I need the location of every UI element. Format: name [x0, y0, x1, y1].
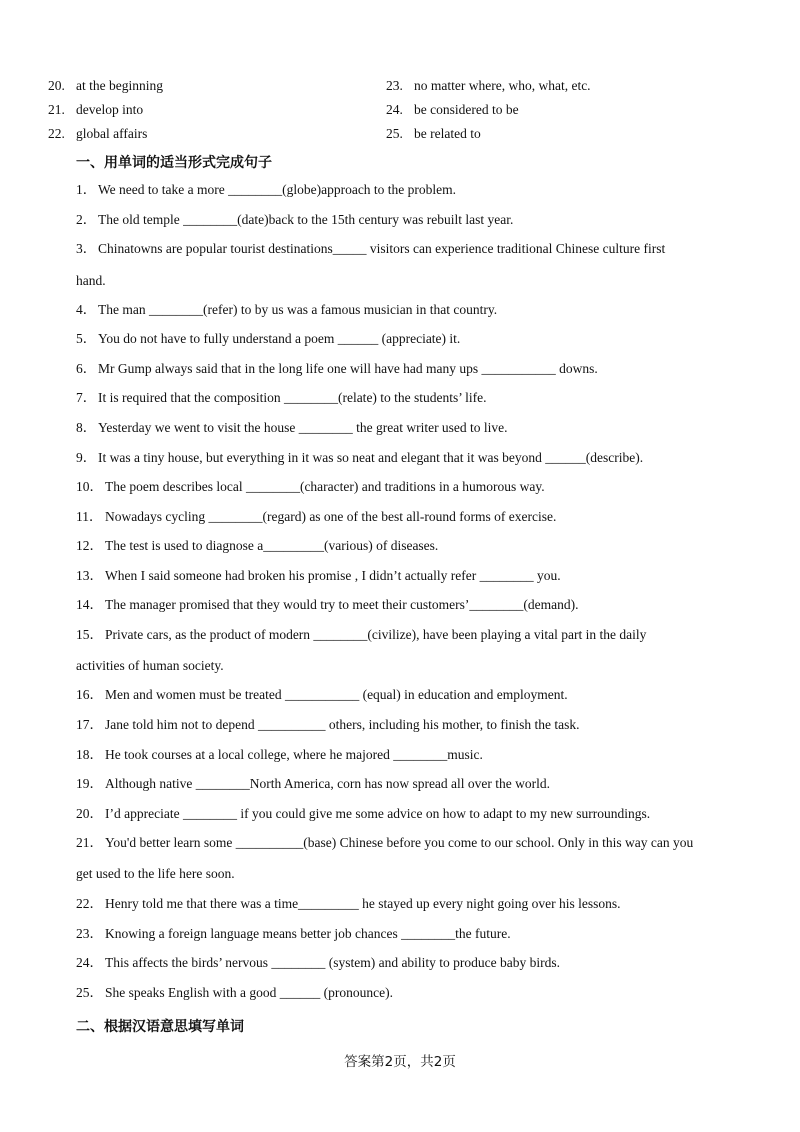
phrase-text: develop into — [76, 102, 144, 117]
question-number: 14． — [76, 597, 103, 612]
question-text: It was a tiny house, but everything in it was so neat and elegant that it was beyond ______(describe). — [98, 450, 644, 465]
question-text: Yesterday we went to visit the house ________ the great writer used to live. — [98, 420, 508, 435]
question-text: Henry told me that there was a time_________ he stayed up every night going over his lessons. — [105, 896, 621, 911]
phrase-item — [48, 78, 163, 94]
question-text: She speaks English with a good ______ (pronounce). — [105, 985, 393, 1000]
question-number: 4． — [76, 302, 97, 317]
question-text: The man ________(refer) to by us was a famous musician in that country. — [98, 302, 498, 317]
section-heading: 二、根据汉语意思填写单词 — [76, 1019, 244, 1035]
question-number: 20． — [76, 806, 103, 821]
question-item — [76, 331, 460, 347]
question-text: It is required that the composition ________(relate) to the students’ life. — [98, 390, 487, 405]
question-text: When I said someone had broken his promise , I didn’t actually refer ________ you. — [105, 568, 561, 583]
question-text: You do not have to fully understand a poem ______ (appreciate) it. — [98, 331, 461, 346]
question-number: 24． — [76, 955, 103, 970]
question-number: 10． — [76, 479, 103, 494]
phrase-text: be related to — [414, 126, 481, 141]
question-number: 1． — [76, 182, 97, 197]
question-text: Private cars, as the product of modern ________(civilize), have been playing a vital part in the daily — [105, 627, 647, 642]
question-number: 18． — [76, 747, 103, 762]
phrase-item — [386, 102, 519, 118]
question-item — [76, 182, 456, 198]
question-text: Men and women must be treated ___________ (equal) in education and employment. — [105, 687, 568, 702]
question-number: 23． — [76, 926, 103, 941]
question-number: 16． — [76, 687, 103, 702]
question-number: 3． — [76, 241, 97, 256]
question-item — [76, 896, 621, 912]
question-item — [76, 509, 556, 525]
question-text: We need to take a more ________(globe)approach to the problem. — [98, 182, 457, 197]
question-number: 8． — [76, 420, 97, 435]
question-item — [76, 420, 508, 436]
question-continuation: activities of human society. — [76, 658, 224, 673]
question-item — [76, 241, 665, 257]
question-item — [76, 747, 483, 763]
question-item — [76, 212, 513, 228]
question-number: 22． — [76, 896, 103, 911]
question-text: The test is used to diagnose a_________(various) of diseases. — [105, 538, 439, 553]
question-text: Nowadays cycling ________(regard) as one of the best all-round forms of exercise. — [105, 509, 557, 524]
question-text: The old temple ________(date)back to the 15th century was rebuilt last year. — [98, 212, 514, 227]
question-item — [76, 717, 580, 733]
page-footer: 答案第2页，共2页 — [344, 1054, 456, 1070]
question-item — [76, 985, 393, 1001]
phrase-text: at the beginning — [76, 78, 163, 93]
question-continuation: hand. — [76, 273, 106, 288]
phrase-item — [386, 126, 481, 142]
question-item — [76, 627, 646, 643]
question-number: 2． — [76, 212, 97, 227]
question-number: 17． — [76, 717, 103, 732]
phrase-number: 22. — [48, 126, 65, 141]
question-item — [76, 361, 598, 377]
phrase-number: 21. — [48, 102, 65, 117]
question-item — [76, 597, 579, 613]
phrase-text: be considered to be — [414, 102, 519, 117]
question-item — [76, 450, 643, 466]
question-text: Jane told him not to depend __________ others, including his mother, to finish the task. — [105, 717, 580, 732]
question-text: The poem describes local ________(character) and traditions in a humorous way. — [105, 479, 545, 494]
question-item — [76, 687, 568, 703]
question-text: You'd better learn some __________(base) Chinese before you come to our school. Only in this way can you — [105, 835, 694, 850]
question-text: The manager promised that they would try to meet their customers’________(demand). — [105, 597, 579, 612]
question-text: Mr Gump always said that in the long life one will have had many ups ___________ downs. — [98, 361, 598, 376]
question-number: 9． — [76, 450, 97, 465]
question-number: 19． — [76, 776, 103, 791]
question-number: 25． — [76, 985, 103, 1000]
question-text: He took courses at a local college, where he majored ________music. — [105, 747, 483, 762]
phrase-item — [386, 78, 591, 94]
phrase-item — [48, 126, 147, 142]
question-continuation: get used to the life here soon. — [76, 866, 235, 881]
question-item — [76, 835, 693, 851]
phrase-text: global affairs — [76, 126, 148, 141]
question-number: 5． — [76, 331, 97, 346]
phrase-number: 23. — [386, 78, 403, 93]
phrase-number: 24. — [386, 102, 403, 117]
question-number: 15． — [76, 627, 103, 642]
phrase-number: 20. — [48, 78, 65, 93]
phrase-text: no matter where, who, what, etc. — [414, 78, 591, 93]
question-item — [76, 776, 550, 792]
question-text: Chinatowns are popular tourist destinations_____ visitors can experience traditional Chinese culture first — [98, 241, 666, 256]
question-item — [76, 806, 650, 822]
question-text: Knowing a foreign language means better job chances ________the future. — [105, 926, 511, 941]
question-item — [76, 479, 545, 495]
phrase-item — [48, 102, 143, 118]
question-number: 6． — [76, 361, 97, 376]
question-number: 21． — [76, 835, 103, 850]
question-number: 11． — [76, 509, 103, 524]
question-text: This affects the birds’ nervous ________ (system) and ability to produce baby birds. — [105, 955, 561, 970]
question-item — [76, 390, 487, 406]
question-text: I’d appreciate ________ if you could give me some advice on how to adapt to my new surroundings. — [105, 806, 651, 821]
question-item — [76, 955, 560, 971]
phrase-number: 25. — [386, 126, 403, 141]
question-number: 7． — [76, 390, 97, 405]
question-text: Although native ________North America, corn has now spread all over the world. — [105, 776, 551, 791]
question-item — [76, 926, 511, 942]
question-item — [76, 302, 497, 318]
question-number: 12． — [76, 538, 103, 553]
section-heading: 一、用单词的适当形式完成句子 — [76, 155, 272, 171]
question-item — [76, 568, 561, 584]
question-item — [76, 538, 438, 554]
question-number: 13． — [76, 568, 103, 583]
